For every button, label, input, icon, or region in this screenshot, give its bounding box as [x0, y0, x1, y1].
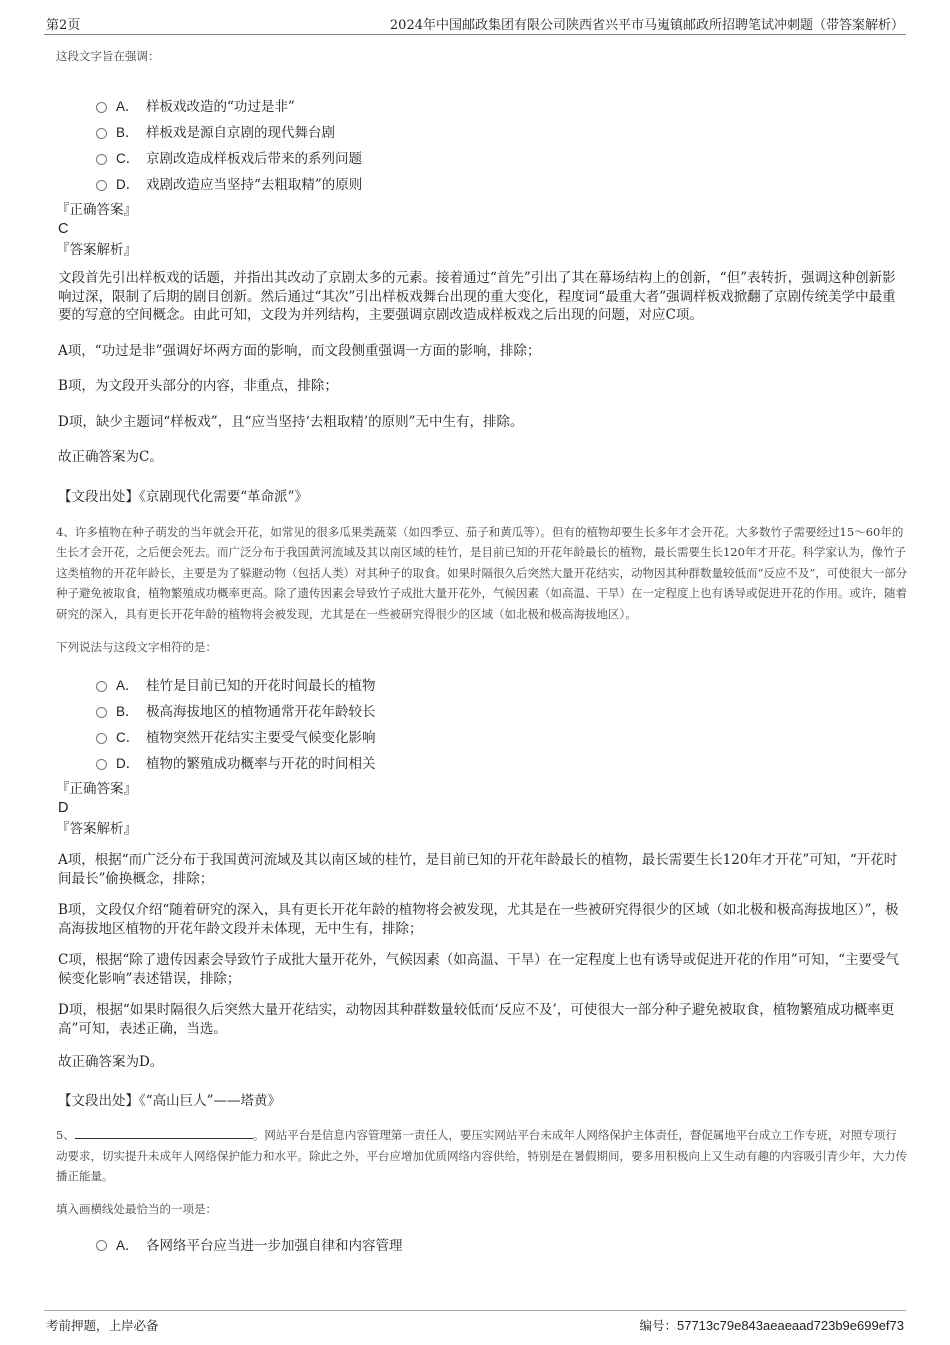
q4-options: [56, 671, 908, 775]
radio-icon[interactable]: [96, 102, 107, 113]
radio-icon[interactable]: [96, 759, 107, 770]
code-label: 编号：: [639, 1318, 677, 1333]
radio-icon[interactable]: [96, 681, 107, 692]
q3-option-b[interactable]: B． 样板戏是源自京剧的现代舞台剧: [56, 118, 908, 144]
q3-source: 【文段出处】《京剧现代化需要“革命派”》: [58, 488, 309, 505]
q5-blank: [75, 1126, 253, 1139]
q3-conclusion: 故正确答案为C。: [58, 449, 163, 465]
page-footer: [44, 1310, 906, 1337]
q3-option-d[interactable]: D． 戏剧改造应当坚持“去粗取精”的原则: [56, 170, 908, 196]
q3-analysis-b: B项，为文段开头部分的内容，非重点，排除；: [58, 378, 338, 394]
q3-answer-label: 『正确答案』: [56, 202, 137, 218]
document-code: [639, 1316, 904, 1334]
page-header: [44, 12, 906, 35]
q3-analysis-main: 文段首先引出样板戏的话题，并指出其改动了京剧太多的元素。接着通过“首先”引出了其在幕场结构上的创新，“但”表转折，强调这种创新影响过深，限制了后期的剧目创新。然后通过“其次”引出样板戏舞台出现的重大变化，程度词“最重大者”强调样板戏掀翻了京剧传统美学中最重要的写意的空间概念。由此可知，文段为并列结构，主要强调京剧改造成样板戏之后出现的问题，对应C项。: [58, 270, 896, 323]
radio-icon[interactable]: [96, 707, 107, 718]
radio-icon[interactable]: [96, 1240, 107, 1251]
q5-options: [56, 1231, 908, 1257]
q3-options: [56, 92, 908, 196]
radio-icon[interactable]: [96, 180, 107, 191]
q3-option-c[interactable]: C． 京剧改造成样板戏后带来的系列问题: [56, 144, 908, 170]
code-value: 57713c79e843aeaeaad723b9e699ef73: [676, 1318, 904, 1333]
q5-stem-text: 。网站平台是信息内容管理第一责任人，要压实网站平台未成年人网络保护主体责任，督促属地平台成立工作专班，对照专项行动要求，切实提升未成年人网络保护能力和水平。除此之外，平台应增加优质网络内容供给，特别是在暑假期间，要多用积极向上又生动有趣的内容吸引青少年，大力传播正能量。: [56, 1127, 907, 1184]
q4-conclusion: 故正确答案为D。: [58, 1054, 164, 1071]
q3-answer: C: [58, 221, 69, 237]
q5-option-a[interactable]: A． 各网络平台应当进一步加强自律和内容管理: [56, 1231, 908, 1257]
q3-analysis-label: 『答案解析』: [56, 242, 137, 258]
footer-slogan: 考前押题，上岸必备: [46, 1318, 159, 1333]
radio-icon[interactable]: [96, 733, 107, 744]
q5-number: 5、: [56, 1127, 75, 1142]
q3-prompt: 这段文字旨在强调：: [56, 49, 160, 63]
q5-stem: [56, 1125, 908, 1187]
q4-option-a[interactable]: A． 桂竹是目前已知的开花时间最长的植物: [56, 671, 908, 697]
q3-option-a[interactable]: A． 样板戏改造的“功过是非”: [56, 92, 908, 118]
q4-analysis-c: C项，根据“除了遗传因素会导致竹子成批大量开花外，气候因素（如高温、干旱）在一定程度上也有诱导或促进开花的作用”可知，“主要受气候变化影响”表述错误，排除；: [58, 952, 900, 987]
q5-prompt: 填入画横线处最恰当的一项是：: [56, 1201, 217, 1216]
q3-analysis-d: D项，缺少主题词“样板戏”，且“应当坚持‘去粗取精’的原则”无中生有，排除。: [58, 413, 524, 430]
q3-analysis-a: A项，“功过是非”强调好坏两方面的影响，而文段侧重强调一方面的影响，排除；: [58, 342, 541, 359]
radio-icon[interactable]: [96, 128, 107, 139]
q4-analysis-label: 『答案解析』: [56, 821, 137, 838]
q4-analysis-a: A项，根据“而广泛分布于我国黄河流域及其以南区域的桂竹，是目前已知的开花年龄最长的植物，最长需要生长120年才开花”可知，“开花时间最长”偷换概念，排除；: [58, 852, 898, 887]
q4-prompt: 下列说法与这段文字相符的是：: [56, 640, 217, 655]
q4-answer: D: [58, 800, 69, 817]
q4-option-b[interactable]: B． 极高海拔地区的植物通常开花年龄较长: [56, 697, 908, 723]
page-number: 第2页: [46, 18, 81, 33]
q4-option-d[interactable]: D． 植物的繁殖成功概率与开花的时间相关: [56, 749, 908, 775]
document-body: [56, 48, 908, 1257]
q4-analysis-d: D项，根据“如果时隔很久后突然大量开花结实，动物因其种群数量较低而‘反应不及’，可使很大一部分种子避免被取食，植物繁殖成功概率更高”可知，表述正确，当选。: [58, 1002, 895, 1037]
q4-analysis-b: B项，文段仅介绍“随着研究的深入，具有更长开花年龄的植物将会被发现，尤其是在一些被研究得很少的区域（如北极和极高海拔地区）”，极高海拔地区植物的开花年龄文段并未体现，无中生有，排除；: [58, 902, 899, 937]
q4-stem: 4、许多植物在种子萌发的当年就会开花，如常见的很多瓜果类蔬菜（如四季豆、茄子和黄瓜等）。但有的植物却要生长多年才会开花。大多数竹子需要经过15～60年的生长才会开花，之后便会死去。而广泛分布于我国黄河流域及其以南区域的桂竹，是目前已知的开花年龄最长的植物，最长需要生长120年才开花。科学家认为，像竹子这类植物的开花年龄长，主要是为了躲避动物（包括人类）对其种子的取食。如果时隔很久后突然大量开花结实，动物因其种群数量较低而“反应不及”，可使很大一部分种子避免被取食，植物繁殖成功概率更高。除了遗传因素会导致竹子成批大量开花外，气候因素（如高温、干旱）在一定程度上也有诱导或促进开花的作用。或许，随着研究的深入，具有更长开花年龄的植物将会被发现，尤其是在一些被研究得很少的区域（如北极和极高海拔地区）。: [56, 524, 908, 621]
q4-option-c[interactable]: C． 植物突然开花结实主要受气候变化影响: [56, 723, 908, 749]
q4-source: 【文段出处】《“高山巨人”——塔黄》: [58, 1092, 282, 1109]
q4-answer-label: 『正确答案』: [56, 781, 137, 798]
radio-icon[interactable]: [96, 154, 107, 165]
document-title: 2024年中国邮政集团有限公司陕西省兴平市马嵬镇邮政所招聘笔试冲刺题（带答案解析）: [389, 18, 904, 33]
